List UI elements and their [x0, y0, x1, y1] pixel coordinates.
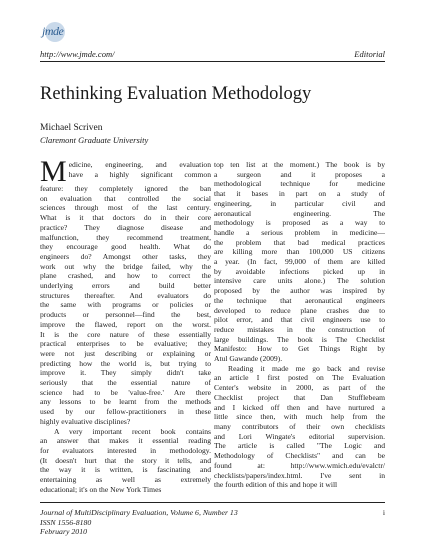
issue-date: February 2010: [40, 527, 87, 536]
journal-logo: [40, 20, 70, 46]
body-line: What is it that doctors do in their core: [40, 213, 211, 223]
body-line: and I kicked off then and have nurtured a: [214, 402, 385, 412]
body-line: entertaining as well as extremely: [40, 475, 211, 485]
body-line: were not just describing or explaining or: [40, 348, 211, 358]
body-line: The article is called "The Logic and: [214, 441, 385, 451]
body-line: engineers do? Amongst other tasks, they: [40, 251, 211, 261]
body-line: Checklist project that Dan Stufflebeam: [214, 392, 385, 402]
page-number: i: [382, 508, 385, 517]
body-line: a surgeon and it proposes a: [214, 169, 385, 179]
body-line: large buildings. The book is The Checklist: [214, 334, 385, 344]
body-line: used by our fellow-practitioners in these: [40, 407, 211, 417]
body-line: products or personnel—find the best,: [40, 310, 211, 320]
body-line: any lessons to be learnt from the methods: [40, 397, 211, 407]
body-line: are killing more than 100,000 US citizens: [214, 247, 385, 257]
body-line: a year. (In fact, 99,000 of them are killed: [214, 257, 385, 267]
body-line: Manifesto: How to Get Things Right by: [214, 344, 385, 354]
body-line: It is the core nature of these essentially: [40, 329, 211, 339]
body-line: practical enterprises to be evaluative; they: [40, 339, 211, 349]
body-line: practice? They diagnose disease and: [40, 222, 211, 232]
footer-citation: [40, 508, 238, 537]
author-name: Michael Scriven: [40, 123, 103, 133]
body-line: sciences through most of the last century.: [40, 203, 211, 213]
author-affiliation: Claremont Graduate University: [40, 135, 149, 145]
section-label: Editorial: [354, 49, 385, 59]
body-line: improve it. They simply didn't take: [40, 368, 211, 378]
body-line: plane crashed, and how to correct the: [40, 271, 211, 281]
body-line: work out why the bridge failed, why the: [40, 261, 211, 271]
body-line: edicine, engineering, and evaluation: [68, 160, 211, 169]
article-title: Rethinking Evaluation Methodology: [40, 84, 312, 104]
body-line: engineering, in particular civil and: [214, 198, 385, 208]
journal-url-link[interactable]: http://www.jmde.com/: [40, 49, 115, 59]
body-line: pilot error, and that civil engineers use to: [214, 315, 385, 325]
body-line: found at: http://www.wmich.edu/evalctr/: [214, 460, 385, 470]
body-line: malfunction, they recommend treatment,: [40, 232, 211, 242]
body-line: handle a serious problem in medicine—: [214, 227, 385, 237]
body-line: the technique that aeronautical engineers: [214, 295, 385, 305]
body-line: A very important recent book contains: [54, 426, 211, 436]
body-line: structures thereafter. And evaluators do: [40, 290, 211, 300]
body-line: (It doesn't hurt that the story it tells, and: [40, 455, 211, 465]
body-line: highly evaluative disciplines?: [40, 416, 131, 426]
logo-text: jmde: [42, 24, 64, 38]
body-line: seriously that the essential nature of: [40, 378, 211, 388]
body-line: many contributors of their own checklists: [214, 421, 385, 431]
body-line: they encourage good health. What do: [40, 242, 211, 252]
body-line: by avoidable infections picked up in: [214, 266, 385, 276]
footer-rule: [40, 502, 385, 503]
body-line: developed to reduce plane crashes due to: [214, 305, 385, 315]
body-line: Center's website in 2000, as part of the: [214, 383, 385, 393]
body-line: the fourth edition of this and hope it will: [214, 480, 338, 490]
body-column-left: [40, 155, 211, 495]
body-line: predicting how the world is, but trying to: [40, 358, 211, 368]
drop-cap: M: [40, 155, 67, 188]
body-line: and Lori Wingate's editorial supervision.: [214, 431, 385, 441]
body-line: on evaluation that controlled the social: [40, 193, 211, 203]
body-line: improve the flawed, report on the worst.: [40, 319, 211, 329]
header-rule: [40, 61, 385, 62]
body-line: Reading it made me go back and revise: [228, 363, 385, 373]
journal-citation: Journal of MultiDisciplinary Evaluation, Volume 6, Number 13: [40, 508, 238, 517]
body-line: intensive care units alone.) The solution: [214, 276, 385, 286]
body-line: an answer that makes it essential reading: [40, 436, 211, 446]
body-line: aeronautical engineering. The: [214, 208, 385, 218]
body-line: Methodology of Checklists" and can be: [214, 451, 385, 461]
body-line: Atul Gawande (2009).: [214, 354, 283, 364]
body-line: that it bases in part on a study of: [214, 189, 385, 199]
body-column-right: [214, 160, 385, 490]
body-line: have a highly significant common: [68, 169, 211, 179]
body-line: reduce mistakes in the construction of: [214, 324, 385, 334]
body-line: checklists/papers/index.html. I've sent in: [214, 470, 385, 480]
body-line: underlying errors and build better: [40, 281, 211, 291]
body-line: the problem that bad medical practices: [214, 237, 385, 247]
issn: ISSN 1556-8180: [40, 517, 92, 527]
body-line: science had to be 'value-free.' Are there: [40, 387, 211, 397]
body-line: an article I first posted on The Evaluation: [214, 373, 385, 383]
body-line: top ten list at the moment.) The book is by: [214, 160, 385, 169]
body-line: for evaluators interested in methodology.: [40, 445, 211, 455]
body-line: the same with programs or policies or: [40, 300, 211, 310]
body-line: feature: they completely ignored the ban: [40, 184, 211, 193]
body-line: little since then, with much help from the: [214, 412, 385, 422]
body-line: methodological technique for medicine: [214, 179, 385, 189]
body-line: educational; it's on the New York Times: [40, 484, 162, 494]
body-line: the way it is written, is fascinating and: [40, 465, 211, 475]
body-line: methodology is proposed as a way to: [214, 218, 385, 228]
body-line: proposed by the author was inspired by: [214, 286, 385, 296]
